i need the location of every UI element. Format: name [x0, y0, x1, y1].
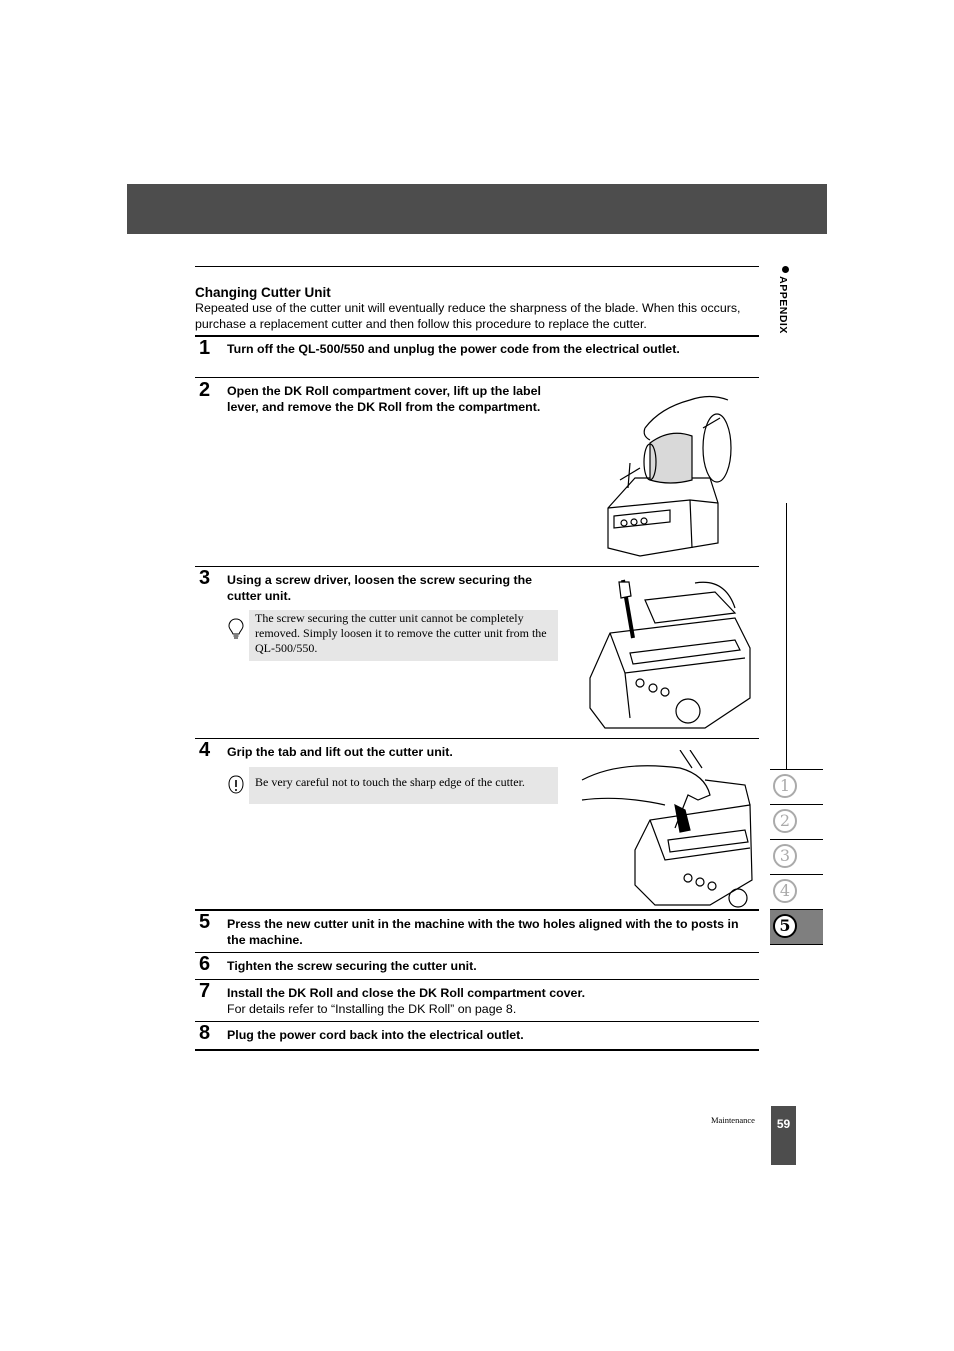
caution-icon [227, 774, 245, 796]
printer-open-illustration [600, 388, 735, 560]
step-number: 1 [199, 337, 211, 359]
step-number: 6 [199, 953, 211, 975]
caution-note: Be very careful not to touch the sharp edge of the cutter. [249, 767, 558, 804]
chapter-tab-4[interactable]: 4 [770, 874, 823, 909]
section-title: Changing Cutter Unit [195, 285, 331, 300]
side-tab-label: APPENDIX [776, 276, 789, 334]
hint-icon [227, 617, 245, 639]
side-divider [786, 503, 787, 769]
step-number: 5 [199, 911, 211, 933]
chapter-tab-2[interactable]: 2 [770, 804, 823, 839]
step-number: 7 [199, 980, 211, 1002]
divider [195, 909, 759, 911]
screwdriver-illustration [585, 578, 755, 733]
chapter-tab-5[interactable]: 5 [770, 909, 823, 945]
divider [195, 979, 759, 980]
side-tab[interactable] [776, 266, 802, 346]
step-text: Press the new cutter unit in the machine with the two holes aligned with the to posts in the machine. [227, 917, 739, 947]
header-banner [127, 184, 827, 234]
divider [195, 952, 759, 953]
step-text: Plug the power cord back into the electrical outlet. [227, 1028, 524, 1042]
divider [195, 738, 759, 739]
step-number: 3 [199, 567, 211, 589]
footer-section-label: Maintenance [711, 1115, 755, 1125]
step-reference: For details refer to “Installing the DK Roll” on page 8. [227, 1001, 517, 1016]
step-number: 8 [199, 1022, 211, 1044]
divider [195, 377, 759, 378]
step-text: Grip the tab and lift out the cutter unit. [227, 745, 453, 759]
divider [195, 566, 759, 567]
step-text [227, 986, 757, 1017]
step-text: Open the DK Roll compartment cover, lift up the label lever, and remove the DK Roll from the compartment. [227, 384, 541, 414]
step-text: Tighten the screw securing the cutter unit. [227, 959, 477, 973]
chapter-tab-3[interactable]: 3 [770, 839, 823, 874]
cutter-removal-illustration [580, 750, 755, 908]
divider [195, 335, 759, 337]
hint-note: The screw securing the cutter unit cannot be completely removed. Simply loosen it to remove the cutter unit from the QL-500/550. [249, 610, 558, 661]
divider [195, 1021, 759, 1022]
page-number: 59 [771, 1106, 796, 1165]
step-text: Using a screw driver, loosen the screw securing the cutter unit. [227, 573, 533, 603]
step-text: Turn off the QL-500/550 and unplug the power code from the electrical outlet. [227, 342, 680, 356]
divider [195, 1049, 759, 1051]
section-intro: Repeated use of the cutter unit will eventually reduce the sharpness of the blade. When this occurs, purchase a replacement cutter and then follow this procedure to replace the cutter. [195, 301, 741, 331]
divider [195, 266, 759, 267]
step-text-main: Install the DK Roll and close the DK Roll compartment cover. [227, 986, 586, 1000]
step-number: 2 [199, 379, 211, 401]
step-number: 4 [199, 739, 211, 761]
chapter-tab-1[interactable]: 1 [770, 769, 823, 804]
